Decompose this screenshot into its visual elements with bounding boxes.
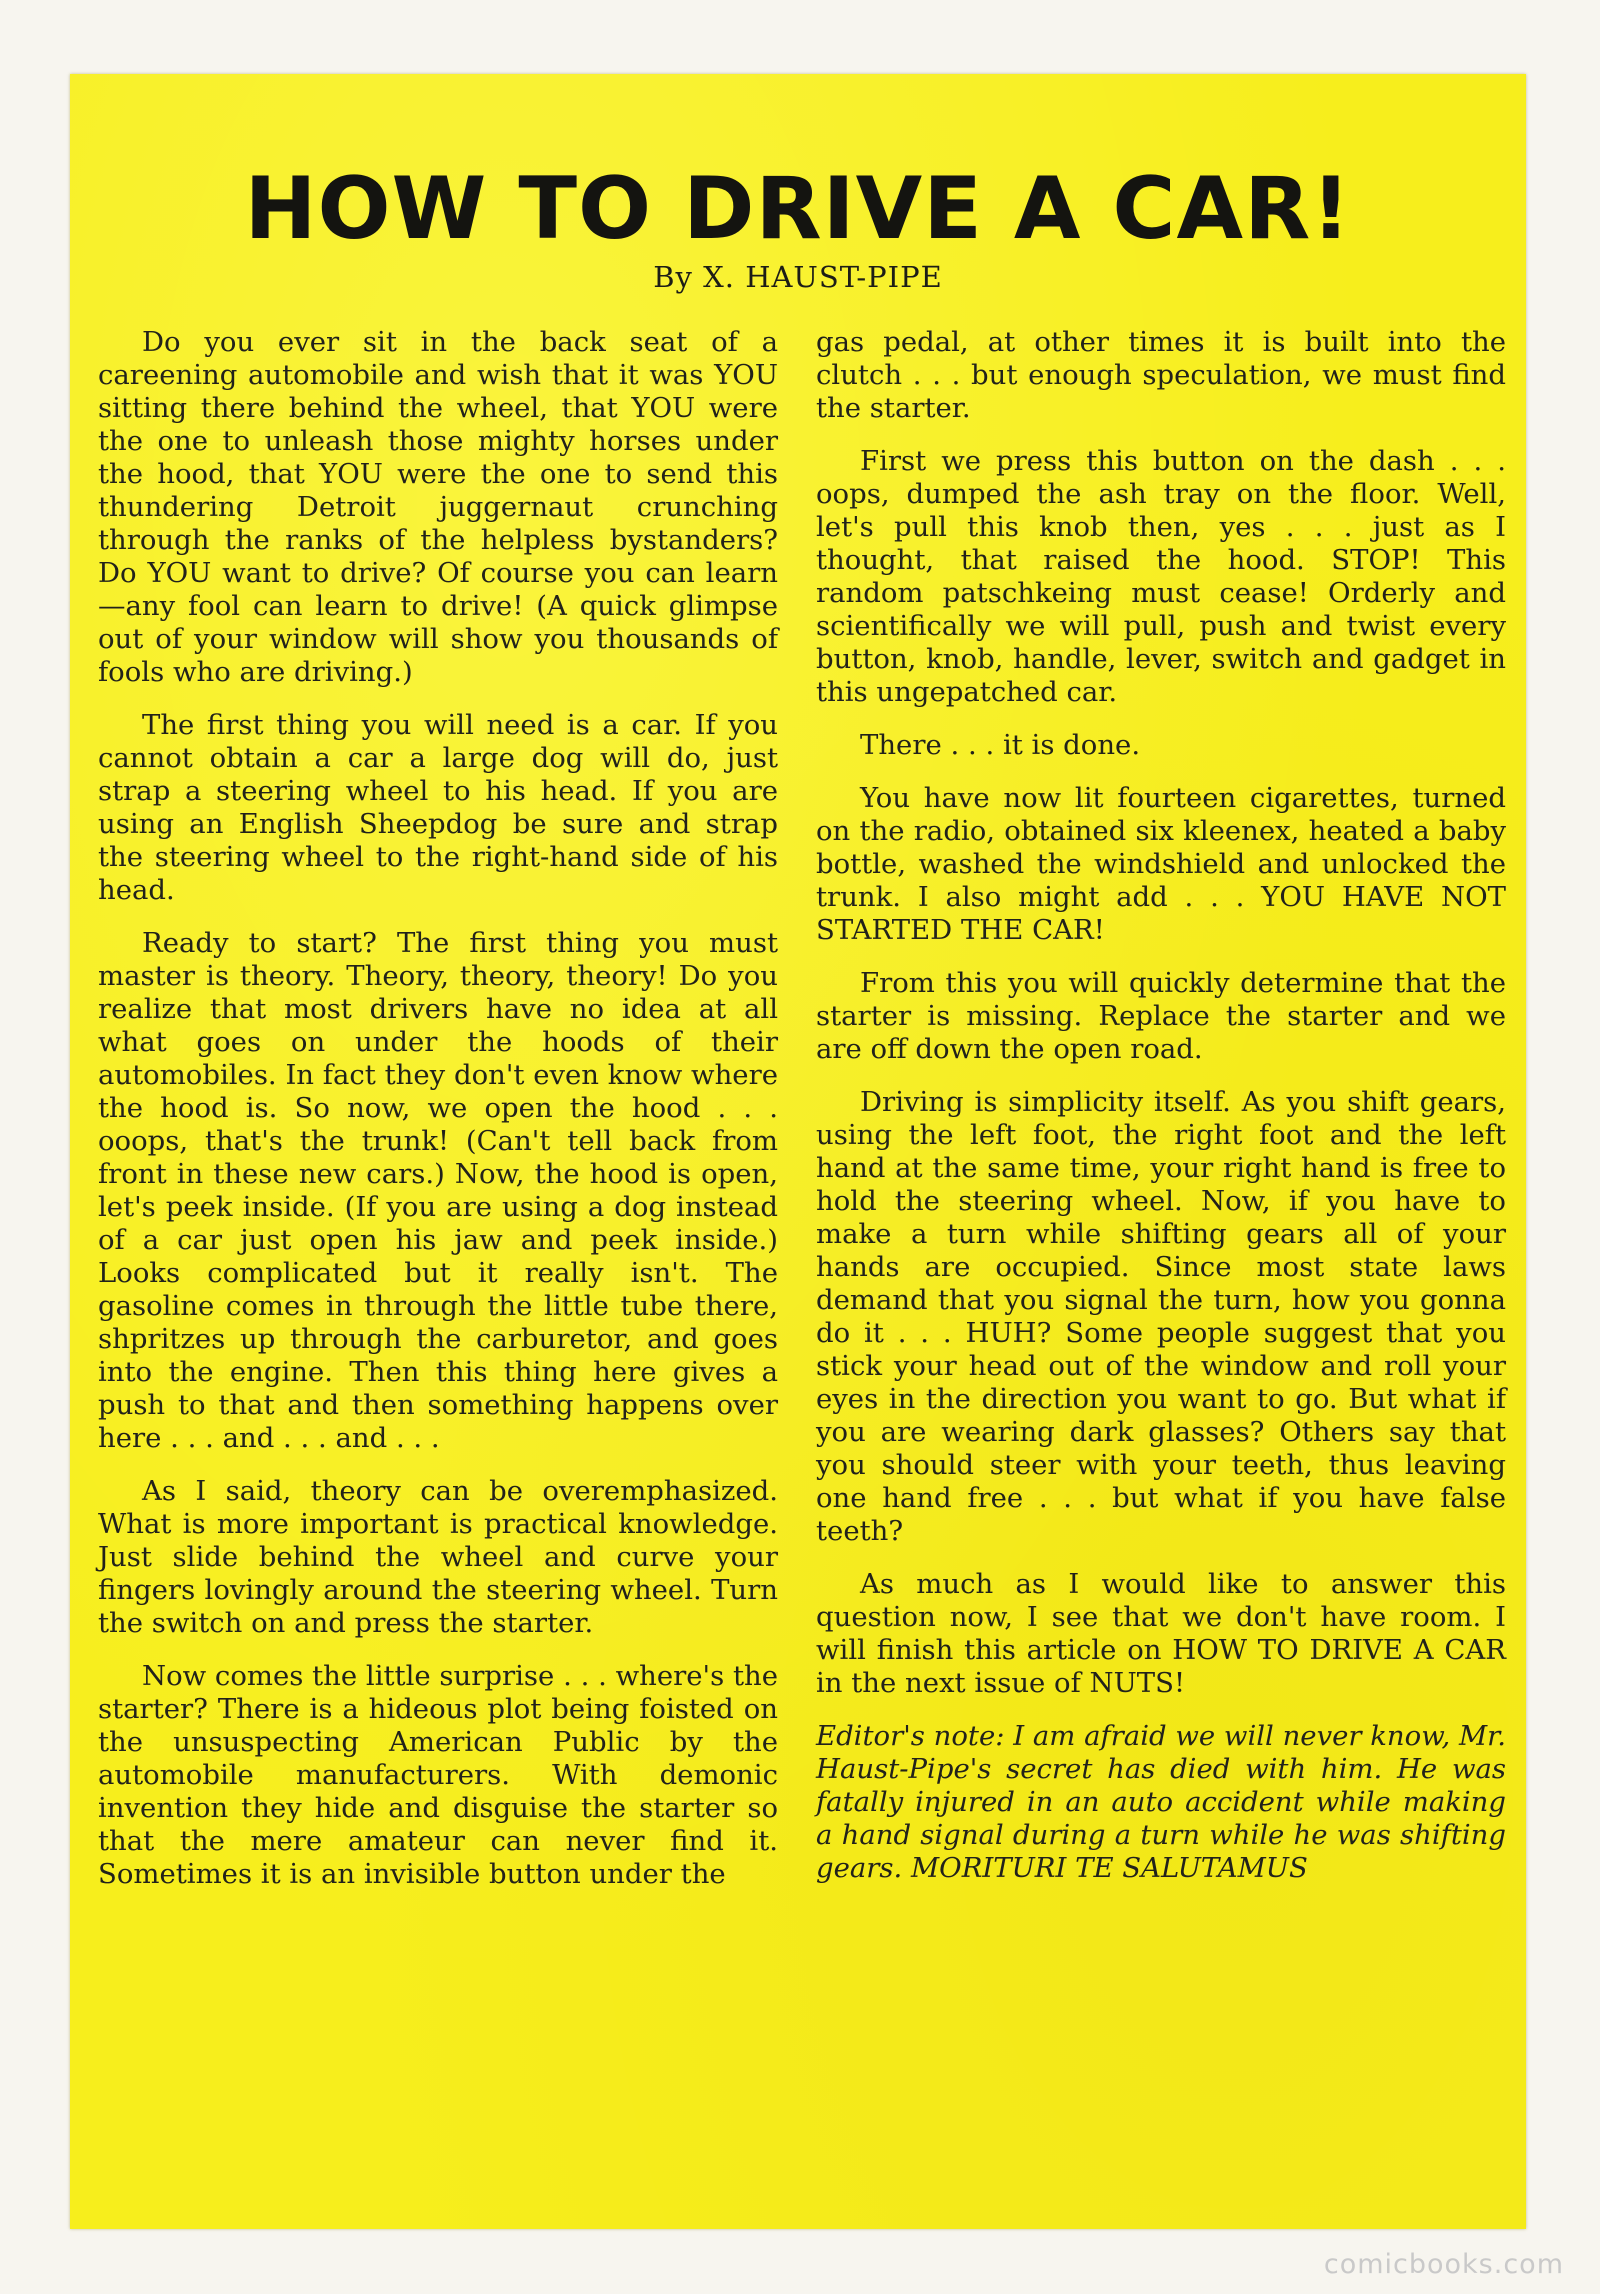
paragraph: Driving is simplicity itself. As you shift gears, using the left foot, the right foot and the left hand at the same time, your right hand is free to hold the steering wheel. Now, if you have to make a turn while shifting gears all of your hands are occupied. Since most state laws demand that you signal the turn, how you gonna do it . . . HUH? Some people suggest that you stick your head out of the window and roll your eyes in the direction you want to go. But what if you are wearing dark glasses? Others say that you should steer with your teeth, thus leaving one hand free . . . but what if you have false teeth? (816, 1086, 1506, 1547)
article-title: HOW TO DRIVE A CAR! (244, 159, 1352, 259)
paragraph: First we press this button on the dash . . . oops, dumped the ash tray on the floor. Well, let's pull this knob then, yes . . . just as I thought, that raised the hood. STOP! This random patschkeing must cease! Orderly and scientifically we will pull, push and twist every button, knob, handle, lever, switch and gadget in this ungepatched car. (816, 445, 1506, 708)
paragraph: Now comes the little surprise . . . where's the starter? There is a hideous plot being foisted on the unsuspecting American Public by the automobile manufacturers. With demonic invention they hide and disguise the starter so that the mere amateur can never find it. Sometimes it is an invisible button under the (98, 1660, 778, 1890)
paragraph: There . . . it is done. (860, 729, 1141, 761)
paragraph: As I said, theory can be overemphasized. What is more important is practical knowledge. Just slide behind the wheel and curve your fingers lovingly around the steering wheel. Turn the switch on and press the starter. (98, 1475, 778, 1639)
paragraph: From this you will quickly determine that the starter is missing. Replace the starter and we are off down the open road. (816, 967, 1506, 1065)
paragraph: The first thing you will need is a car. If you cannot obtain a car a large dog will do, just strap a steering wheel to his head. If you are using an English Sheepdog be sure and strap the steering wheel to the right-hand side of his head. (98, 709, 778, 906)
right-column (816, 326, 1506, 1905)
paragraph: As much as I would like to answer this question now, I see that we don't have room. I will finish this article on HOW TO DRIVE A CAR in the next issue of NUTS! (816, 1568, 1506, 1699)
left-column (98, 326, 778, 1911)
site-watermark: comicbooks.com (1323, 2249, 1564, 2280)
editors-note: Editor's note: I am afraid we will never know, Mr. Haust-Pipe's secret has died with him. He was fatally injured in an auto accident while making a hand signal during a turn while he was shifting gears. MORITURI TE SALUTAMUS (816, 1720, 1506, 1884)
paragraph-continuation: gas pedal, at other times it is built into the clutch . . . but enough speculation, we must find the starter. (816, 326, 1506, 424)
paragraph: Do you ever sit in the back seat of a careening automobile and wish that it was YOU sitting there behind the wheel, that YOU were the one to unleash those mighty horses under the hood, that YOU were the one to send this thundering Detroit juggernaut crunching through the ranks of the helpless bystanders? Do YOU want to drive? Of course you can learn—any fool can learn to drive! (A quick glimpse out of your window will show you thousands of fools who are driving.) (98, 326, 778, 688)
article-byline: By X. HAUST-PIPE (653, 260, 943, 294)
paragraph: Ready to start? The first thing you must master is theory. Theory, theory, theory! Do you realize that most drivers have no idea at all what goes on under the hoods of their automobiles. In fact they don't even know where the hood is. So now, we open the hood . . . ooops, that's the trunk! (Can't tell back from front in these new cars.) Now, the hood is open, let's peek inside. (If you are using a dog instead of a car just open his jaw and peek inside.) Looks complicated but it really isn't. The gasoline comes in through the little tube there, shpritzes up through the carburetor, and goes into the engine. Then this thing here gives a push to that and then something happens over here . . . and . . . and . . . (98, 927, 778, 1454)
comic-page (70, 74, 1526, 2229)
paragraph: You have now lit fourteen cigarettes, turned on the radio, obtained six kleenex, heated a baby bottle, washed the windshield and unlocked the trunk. I also might add . . . YOU HAVE NOT STARTED THE CAR! (816, 782, 1506, 946)
